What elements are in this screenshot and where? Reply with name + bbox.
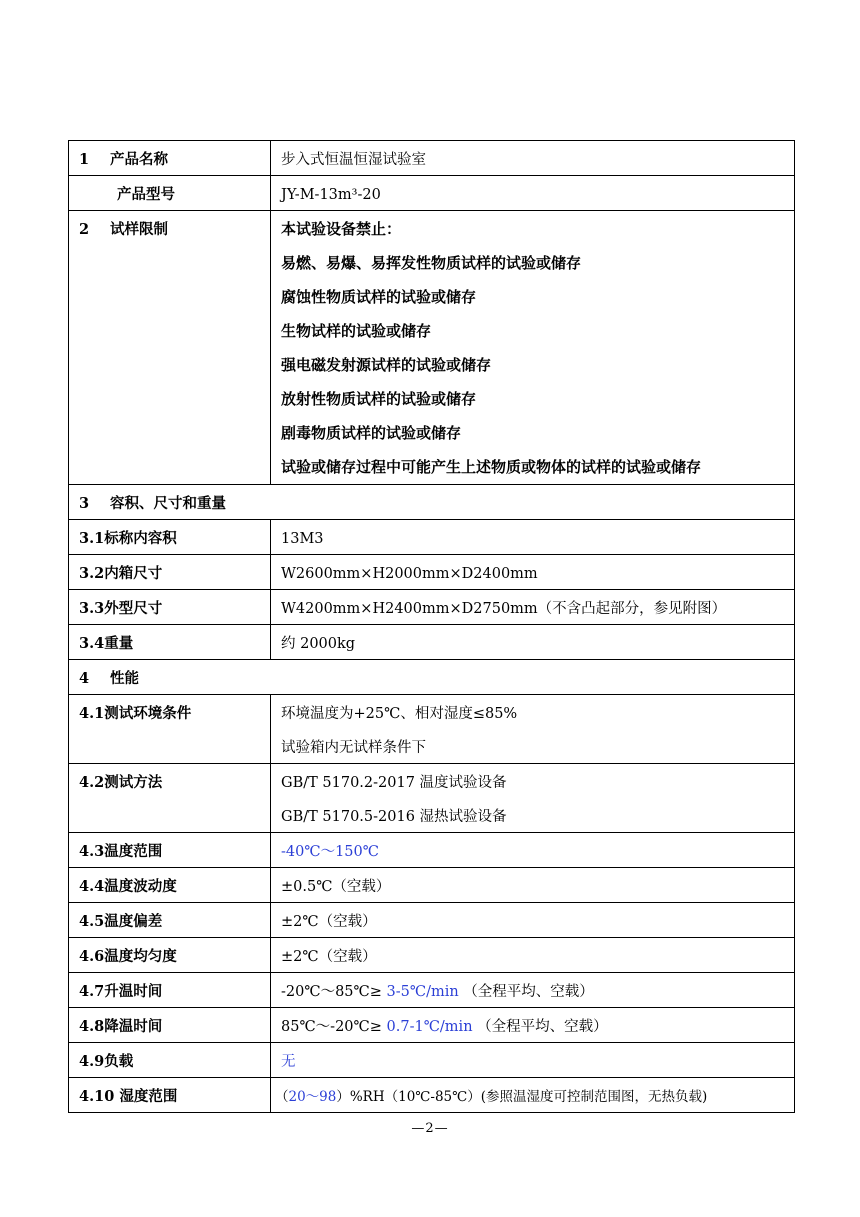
temp-uniformity-value: ±2℃（空载） <box>281 949 377 965</box>
row-value <box>271 520 795 555</box>
temp-range-value: -40℃～150℃ <box>281 844 379 860</box>
section-heading: 3 容积、尺寸和重量 <box>69 485 795 520</box>
test-env-line: 环境温度为+25℃、相对湿度≤85% <box>281 706 518 722</box>
table-row <box>69 938 795 973</box>
temp-fluctuation-label: 4.4温度波动度 <box>79 878 177 895</box>
row-value <box>271 938 795 973</box>
inner-size-value: W2600mm×H2000mm×D2400mm <box>281 566 538 582</box>
weight-label: 3.4重量 <box>79 635 134 652</box>
restriction-line: 放射性物质试样的试验或储存 <box>281 390 477 408</box>
table-row <box>69 485 795 520</box>
row-value <box>271 590 795 625</box>
table-row <box>69 176 795 211</box>
table-row <box>69 833 795 868</box>
table-row <box>69 555 795 590</box>
temp-range-label: 4.3温度范围 <box>79 843 163 860</box>
row-label: 2 试样限制 <box>69 211 271 485</box>
load-label: 4.9负载 <box>79 1053 134 1070</box>
row-label <box>69 868 271 903</box>
inner-size-label: 3.2内箱尺寸 <box>79 565 163 582</box>
humidity-range-value: 20～98 <box>288 1089 337 1105</box>
product-model-value: JY-M-13m³-20 <box>281 187 381 203</box>
row-value <box>271 625 795 660</box>
row-value <box>271 695 795 764</box>
temp-deviation-label: 4.5温度偏差 <box>79 913 163 930</box>
cooling-range: 85℃～-20℃≥ <box>281 1019 387 1035</box>
row-value <box>271 176 795 211</box>
humidity-note: ）%RH（10℃-85℃）(参照温湿度可控制范围图，无热负载) <box>336 1089 708 1105</box>
row-label <box>69 764 271 833</box>
restriction-line: 本试验设备禁止： <box>281 220 402 238</box>
row-label <box>69 938 271 973</box>
nominal-volume-value: 13M3 <box>281 531 324 547</box>
heating-note: （全程平均、空载） <box>458 984 594 1000</box>
row-label <box>69 176 271 211</box>
table-row <box>69 625 795 660</box>
temp-uniformity-label: 4.6温度均匀度 <box>79 948 177 965</box>
table-row <box>69 211 795 485</box>
outer-size-label: 3.3外型尺寸 <box>79 600 163 617</box>
test-method-label: 4.2测试方法 <box>79 774 163 791</box>
table-row <box>69 141 795 176</box>
restrictions-label: 试样限制 <box>110 221 168 238</box>
table-row <box>69 660 795 695</box>
row-value <box>271 1008 795 1043</box>
temp-fluctuation-value: ±0.5℃（空载） <box>281 879 391 895</box>
cooling-rate: 0.7-1℃/min <box>386 1019 473 1035</box>
product-model-label: 产品型号 <box>117 186 175 203</box>
test-env-line: 试验箱内无试样条件下 <box>281 740 426 756</box>
product-name-label: 产品名称 <box>110 151 168 168</box>
restriction-line: 试验或储存过程中可能产生上述物质或物体的试样的试验或储存 <box>281 458 702 476</box>
row-label <box>69 520 271 555</box>
table-row <box>69 973 795 1008</box>
row-label <box>69 555 271 590</box>
humidity-range-label: 4.10 湿度范围 <box>79 1088 178 1105</box>
table-row <box>69 590 795 625</box>
page-number: —2— <box>411 1121 449 1136</box>
table-row <box>69 1043 795 1078</box>
test-method-line: GB/T 5170.2-2017 温度试验设备 <box>281 775 507 791</box>
humidity-open: （ <box>275 1089 289 1105</box>
row-value <box>271 555 795 590</box>
row-label <box>69 903 271 938</box>
table-row <box>69 695 795 764</box>
row-label <box>69 1008 271 1043</box>
outer-size-value: W4200mm×H2400mm×D2750mm（不含凸起部分，参见附图） <box>281 601 727 617</box>
cooling-time-label: 4.8降温时间 <box>79 1018 163 1035</box>
table-row <box>69 1078 795 1113</box>
restriction-line: 生物试样的试验或储存 <box>281 322 432 340</box>
row-value <box>271 1078 795 1113</box>
section-heading: 4 性能 <box>69 660 795 695</box>
table-row <box>69 868 795 903</box>
table-row <box>69 764 795 833</box>
restriction-line: 强电磁发射源试样的试验或储存 <box>281 356 492 374</box>
heating-rate: 3-5℃/min <box>386 984 459 1000</box>
row-label <box>69 833 271 868</box>
row-label <box>69 1043 271 1078</box>
heating-range: -20℃～85℃≥ <box>281 984 387 1000</box>
restrictions-list <box>271 211 795 485</box>
cooling-note: （全程平均、空载） <box>472 1019 608 1035</box>
weight-value: 约 2000kg <box>281 636 356 652</box>
section-4-title: 性能 <box>110 670 139 687</box>
table-row <box>69 520 795 555</box>
table-row <box>69 1008 795 1043</box>
test-method-line: GB/T 5170.5-2016 湿热试验设备 <box>281 809 507 825</box>
row-value <box>271 868 795 903</box>
nominal-volume-label: 3.1标称内容积 <box>79 530 177 547</box>
section-3-title: 容积、尺寸和重量 <box>110 495 226 512</box>
row-value <box>271 903 795 938</box>
restriction-line: 腐蚀性物质试样的试验或储存 <box>281 288 477 306</box>
spec-table <box>68 140 795 1113</box>
row-value <box>271 141 795 176</box>
row-value <box>271 833 795 868</box>
temp-deviation-value: ±2℃（空载） <box>281 914 377 930</box>
row-label <box>69 973 271 1008</box>
row-label <box>69 1078 271 1113</box>
row-label <box>69 590 271 625</box>
row-value <box>271 1043 795 1078</box>
table-row <box>69 903 795 938</box>
load-value: 无 <box>281 1054 296 1070</box>
row-value <box>271 764 795 833</box>
row-label <box>69 695 271 764</box>
restriction-line: 易燃、易爆、易挥发性物质试样的试验或储存 <box>281 254 582 272</box>
test-env-label: 4.1测试环境条件 <box>79 705 192 722</box>
row-label: 1 产品名称 <box>69 141 271 176</box>
restriction-line: 剧毒物质试样的试验或储存 <box>281 424 462 442</box>
product-name-value: 步入式恒温恒湿试验室 <box>281 152 426 168</box>
row-value <box>271 973 795 1008</box>
row-label <box>69 625 271 660</box>
heating-time-label: 4.7升温时间 <box>79 983 163 1000</box>
